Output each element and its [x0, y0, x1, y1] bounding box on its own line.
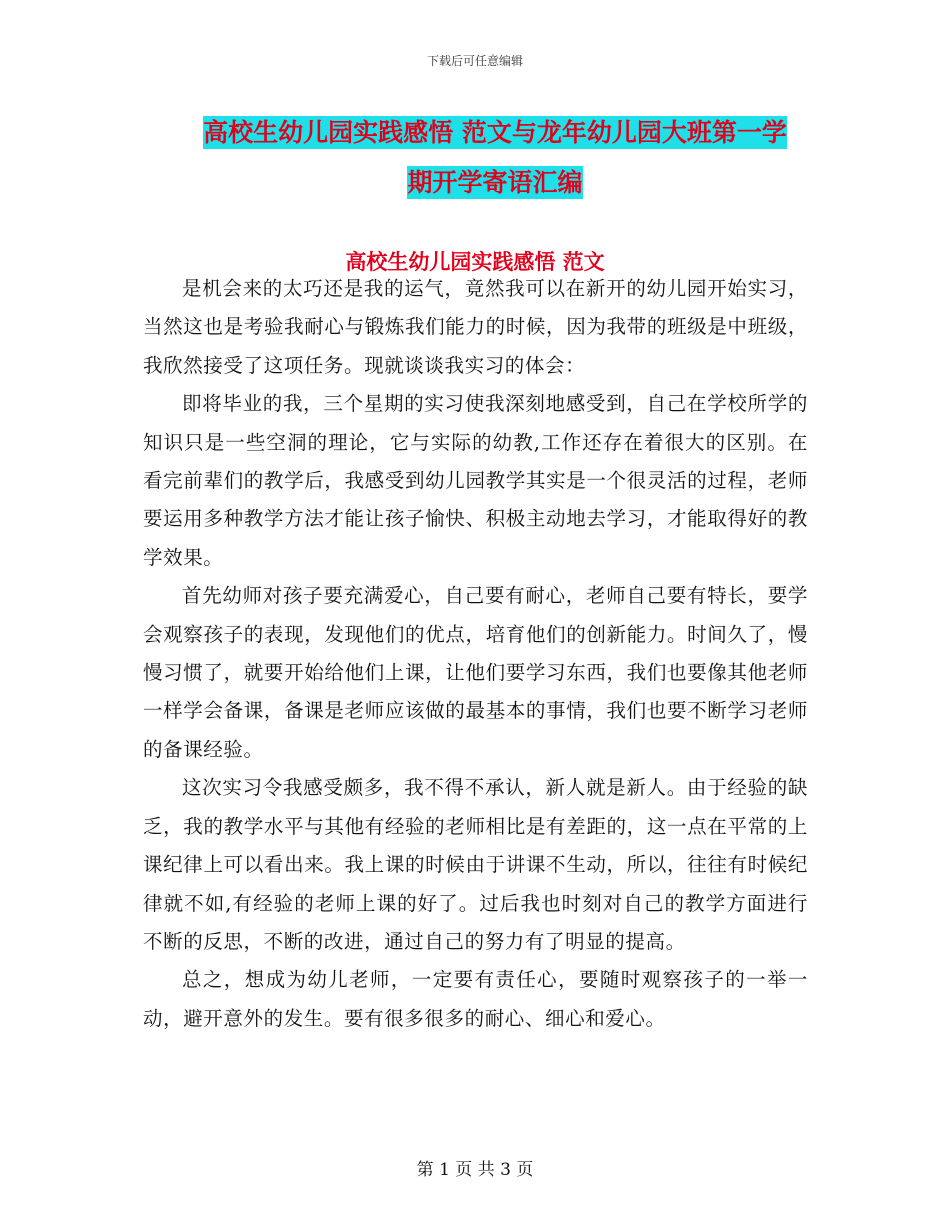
paragraph-4: 这次实习令我感受颇多，我不得不承认，新人就是新人。由于经验的缺乏，我的教学水平与其他有经验的老师相比是有差距的，这一点在平常的上课纪律上可以看出来。我上课的时候由于讲课不生动，所以，往往有时候纪律就不如,有经验的老师上课的好了。过后我也时刻对自己的教学方面进行不断的反思，不断的改进，通过自己的努力有了明显的提高。 — [143, 776, 808, 953]
document-body — [143, 270, 808, 1038]
paragraph-1: 是机会来的太巧还是我的运气，竟然我可以在新开的幼儿园开始实习，当然这也是考验我耐心与锻炼我们能力的时候，因为我带的班级是中班级，我欣然接受了这项任务。现就谈谈我实习的体会： — [143, 277, 808, 377]
page-footer: 第 1 页 共 3 页 — [416, 1160, 534, 1180]
paragraph-2: 即将毕业的我，三个星期的实习使我深刻地感受到，自己在学校所学的知识只是一些空洞的理论，它与实际的幼教,工作还存在着很大的区别。在看完前辈们的教学后，我感受到幼儿园教学其实是一个很灵活的过程，老师要运用多种教学方法才能让孩子愉快、积极主动地去学习，才能取得好的教学效果。 — [143, 392, 808, 569]
paragraph-5: 总之，想成为幼儿老师，一定要有责任心，要随时观察孩子的一举一动，避开意外的发生。要有很多很多的耐心、细心和爱心。 — [143, 968, 808, 1030]
paragraph-3: 首先幼师对孩子要充满爱心，自己要有耐心，老师自己要有特长，要学会观察孩子的表现，发现他们的优点，培育他们的创新能力。时间久了，慢慢习惯了，就要开始给他们上课，让他们要学习东西，我们也要像其他老师一样学会备课，备课是老师应该做的最基本的事情，我们也要不断学习老师的备课经验。 — [143, 584, 808, 761]
section-title: 高校生幼儿园实践感悟 范文 — [345, 250, 605, 274]
document-title-line1: 高校生幼儿园实践感悟 范文与龙年幼儿园大班第一学 — [203, 118, 787, 147]
document-title-line2: 期开学寄语汇编 — [407, 168, 583, 197]
document-title — [150, 108, 840, 208]
header-note: 下载后可任意编辑 — [426, 54, 523, 68]
